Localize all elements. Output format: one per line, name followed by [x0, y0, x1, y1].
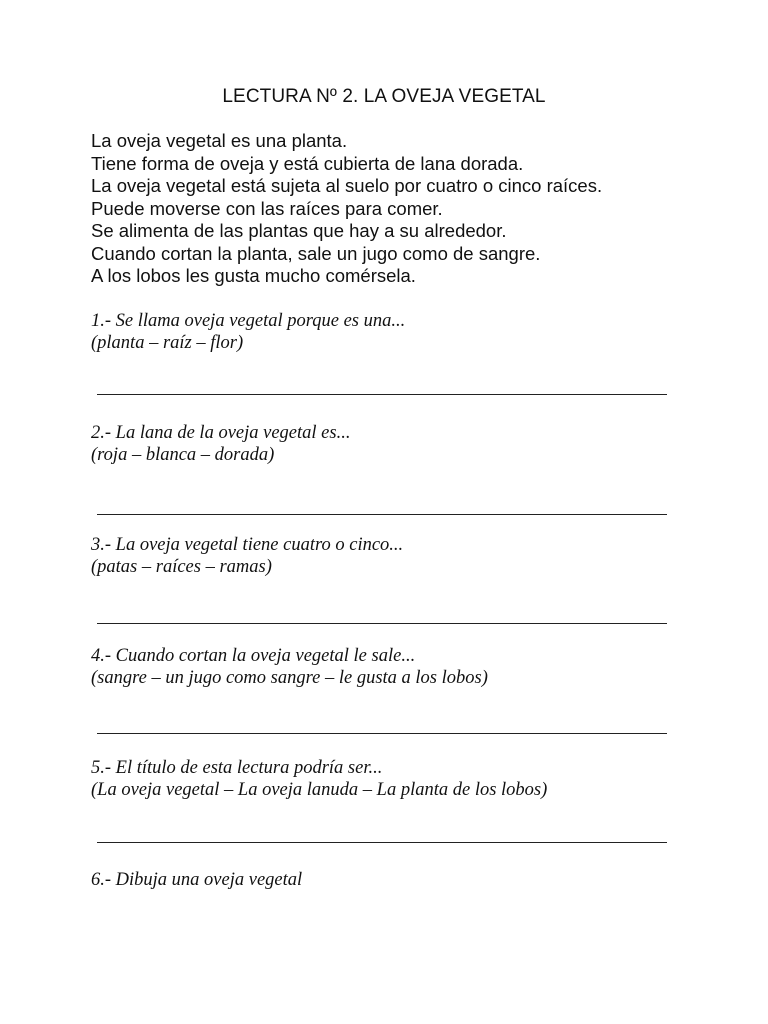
reading-line: Tiene forma de oveja y está cubierta de lana dorada.	[91, 152, 524, 174]
answer-line-5[interactable]	[97, 842, 667, 843]
answer-line-2[interactable]	[97, 514, 667, 515]
reading-line: La oveja vegetal es una planta.	[91, 130, 348, 151]
question-options: (sangre – un jugo como sangre – le gusta a los lobos)	[91, 668, 488, 688]
question-1	[91, 310, 731, 354]
reading-text	[91, 130, 731, 288]
reading-line: Puede moverse con las raíces para comer.	[91, 197, 443, 219]
reading-line: La oveja vegetal está sujeta al suelo por cuatro o cinco raíces.	[91, 175, 603, 196]
question-prompt: 1.- Se llama oveja vegetal porque es una...	[91, 311, 406, 331]
question-options: (roja – blanca – dorada)	[91, 445, 275, 465]
answer-line-4[interactable]	[97, 733, 667, 734]
reading-line: A los lobos les gusta mucho comérsela.	[91, 265, 416, 286]
question-3	[91, 534, 731, 578]
question-prompt: 4.- Cuando cortan la oveja vegetal le sale...	[91, 646, 416, 666]
reading-line: Se alimenta de las plantas que hay a su alrededor.	[91, 220, 507, 241]
question-2	[91, 422, 731, 466]
answer-line-1[interactable]	[97, 394, 667, 395]
question-prompt: 2.- La lana de la oveja vegetal es...	[91, 423, 351, 443]
question-options: (planta – raíz – flor)	[91, 333, 244, 353]
question-prompt: 6.- Dibuja una oveja vegetal	[91, 870, 303, 890]
page-title: LECTURA Nº 2. LA OVEJA VEGETAL	[222, 86, 546, 107]
reading-line: Cuando cortan la planta, sale un jugo como de sangre.	[91, 242, 541, 264]
question-prompt: 5.- El título de esta lectura podría ser...	[91, 758, 383, 778]
question-6	[91, 869, 731, 891]
answer-line-3[interactable]	[97, 623, 667, 624]
question-4	[91, 645, 731, 689]
question-prompt: 3.- La oveja vegetal tiene cuatro o cinco...	[91, 535, 404, 555]
question-5	[91, 757, 731, 801]
question-options: (patas – raíces – ramas)	[91, 557, 272, 577]
question-options: (La oveja vegetal – La oveja lanuda – La planta de los lobos)	[91, 780, 548, 800]
